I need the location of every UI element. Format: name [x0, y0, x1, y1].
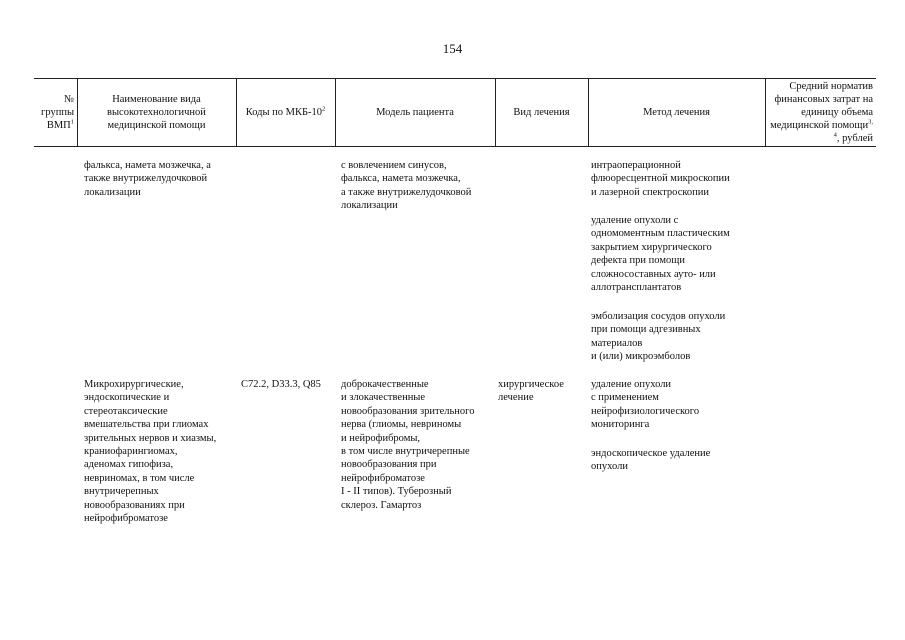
row2-method-1: удаление опухоли с применением нейрофизиологического мониторинга: [591, 379, 700, 431]
row2-icd-codes: C72.2, D33.3, Q85: [241, 379, 321, 390]
row2-treatment-type: хирургическое лечение: [498, 379, 564, 404]
row2-care-name: Микрохирургические, эндоскопические и стереотаксические вмешательства при глиомах зрительных нервов и хиазмы, краниофарингиомах, аденомах гипофиза, невриномах, в том числе внутричерепных новообразованиях при нейрофиброматозе: [84, 379, 217, 525]
row1-patient-model: с вовлечением синусов, фалькса, намета мозжечка, а также внутрижелудочковой локализации: [341, 160, 472, 212]
row2-patient-model: доброкачественные и злокачественные новообразования зрительного нерва (глиомы, невриномы и нейрофибромы, в том числе внутричерепные новообразования при нейрофиброматозе I - II типов). Туберозный склероз. Гамартоз: [341, 379, 475, 511]
page-number: 154: [442, 41, 463, 56]
row2-method-2: эндоскопическое удаление опухоли: [591, 448, 711, 473]
row1-method-2: удаление опухоли с одномоментным пластическим закрытием хирургического дефекта при помощи сложносоставных ауто- или аллотрансплантатов: [591, 215, 730, 294]
header-patient-model: Модель пациента: [376, 106, 454, 118]
header-care-type: Наименование вида высокотехнологичной медицинской помощи: [107, 93, 206, 131]
row1-method-3: эмболизация сосудов опухоли при помощи адгезивных материалов и (или) микроэмболов: [591, 311, 726, 363]
header-treatment-method: Метод лечения: [643, 106, 710, 118]
row1-method-1: интраоперационной флюоресцентной микроскопии и лазерной спектроскопии: [591, 160, 730, 198]
header-bottom-rule: [34, 146, 876, 147]
header-financial-norm: Средний норматив финансовых затрат на единицу объема медицинской помощи$^{3, 4}$, рублей: [770, 80, 873, 144]
header-icd-codes: Коды по МКБ-$10^2$: [245, 105, 326, 118]
header-group-number: № группы ВМП$^1$: [41, 93, 74, 131]
header-treatment-type: Вид лечения: [513, 106, 570, 118]
row1-care-name: фалькса, намета мозжечка, а также внутрижелудочковой локализации: [84, 160, 211, 198]
